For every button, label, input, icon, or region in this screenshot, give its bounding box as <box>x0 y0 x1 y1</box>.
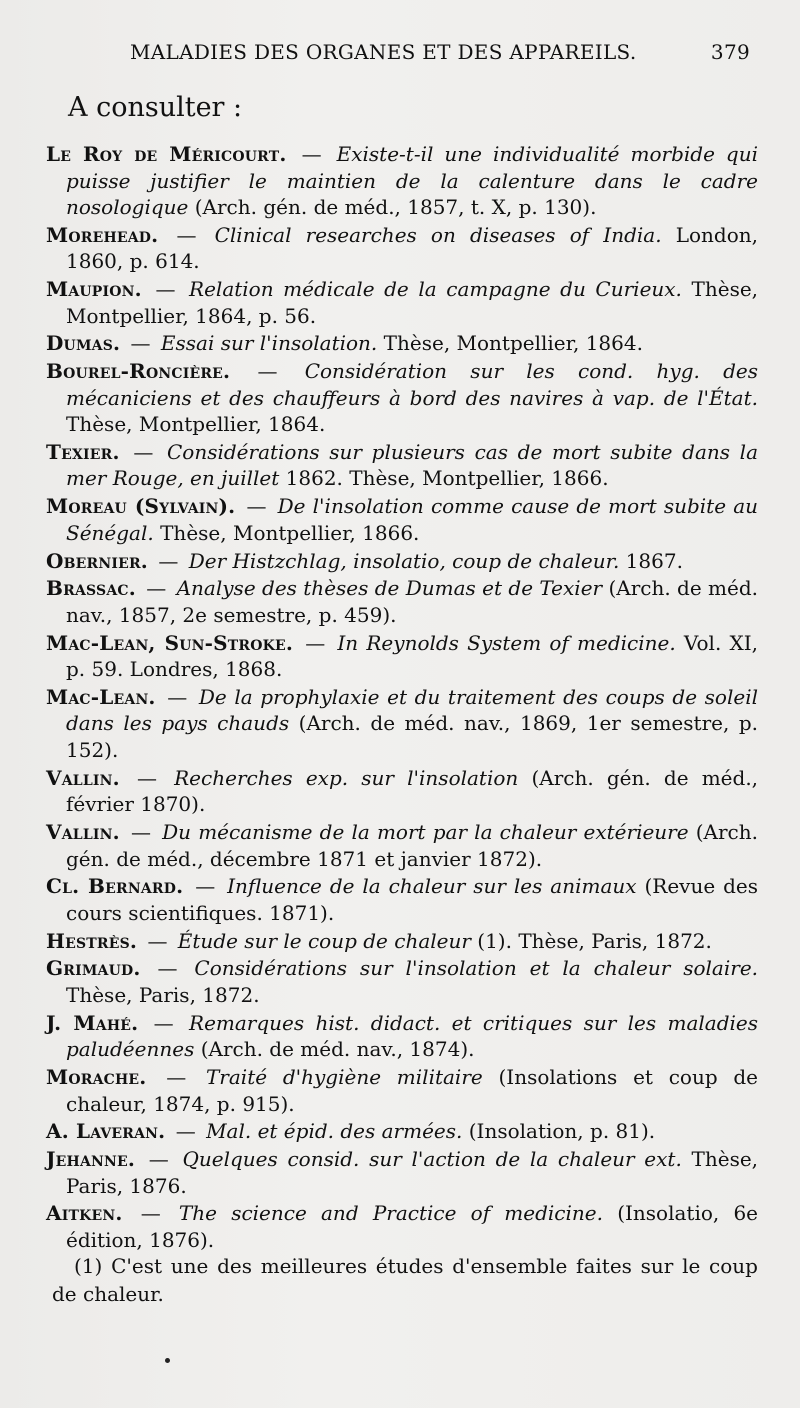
footnote: (1) C'est une des meilleures études d'ensemble faites sur le coup de chaleur. <box>52 1254 758 1306</box>
page-number: 379 <box>710 40 750 64</box>
reference-title: Considérations sur plusieurs cas de mort subite dans la mer Rouge, en juillet <box>66 439 758 491</box>
reference-details: (Arch. de méd. nav., 1869, 1er semestre, p. 152). <box>66 711 758 762</box>
reference-author: Hestrès. <box>46 928 138 953</box>
ink-speck <box>165 1358 170 1363</box>
reference-title: Clinical researches on diseases of India. <box>214 222 662 247</box>
reference-title: De la prophylaxie et du traitement des coups de soleil dans les pays chauds <box>66 684 758 736</box>
reference-entry <box>46 575 758 628</box>
reference-title: In Reynolds System of medicine. <box>337 630 676 655</box>
reference-separator: — <box>176 222 197 247</box>
reference-title: Remarques hist. didact. et critiques sur les maladies paludéennes <box>66 1010 759 1062</box>
reference-entry <box>46 1010 758 1063</box>
reference-separator: — <box>167 684 188 709</box>
reference-title: Der Histzchlag, insolatio, coup de chaleur. <box>188 548 620 573</box>
reference-entry <box>46 141 758 221</box>
reference-entry <box>46 222 758 275</box>
reference-details: (Arch. gén. de méd., février 1870). <box>66 765 759 817</box>
reference-details: (Arch. de méd. nav., 1874). <box>200 1037 475 1062</box>
reference-entry <box>46 1200 758 1253</box>
reference-title: The science and Practice of medicine. <box>178 1201 603 1226</box>
reference-author: Grimaud. <box>46 956 141 981</box>
reference-separator: — <box>157 956 178 981</box>
section-heading: A consulter : <box>68 92 243 123</box>
reference-entry <box>46 1064 758 1117</box>
reference-entry <box>46 684 758 764</box>
reference-title: Influence de la chaleur sur les animaux <box>227 874 637 899</box>
reference-separator: — <box>130 331 151 356</box>
reference-separator: — <box>146 576 167 601</box>
reference-author: Bourel-Roncière. <box>46 359 231 384</box>
reference-title: De l'insolation comme cause de mort subite au Sénégal. <box>66 494 759 545</box>
reference-separator: — <box>301 142 322 166</box>
reference-entry <box>46 493 758 546</box>
reference-details: (Revue des cours scientifiques. 1871). <box>66 874 759 925</box>
reference-separator: — <box>140 1201 161 1226</box>
reference-separator: — <box>195 874 216 899</box>
reference-entry <box>46 765 758 818</box>
reference-details: 1867. <box>625 548 683 573</box>
reference-author: Mac-Lean, Sun-Stroke. <box>46 630 294 655</box>
reference-title: Du mécanisme de la mort par la chaleur extérieure <box>162 820 689 845</box>
reference-entry <box>46 548 758 575</box>
reference-details: (Insolations et coup de chaleur, 1874, p. 915). <box>66 1065 759 1116</box>
reference-author: Morehead. <box>46 222 159 247</box>
reference-author: Texier. <box>46 439 120 464</box>
reference-details: (Arch. gén. de méd., décembre 1871 et janvier 1872). <box>66 820 758 871</box>
reference-details: Thèse, Montpellier, 1864. <box>66 412 326 437</box>
running-title: MALADIES DES ORGANES ET DES APPAREILS. <box>130 40 637 64</box>
reference-details: (Insolatio, 6e édition, 1876). <box>66 1201 759 1252</box>
reference-details: Thèse, Montpellier, 1866. <box>160 520 420 545</box>
reference-separator: — <box>148 1147 169 1172</box>
reference-title: Quelques consid. sur l'action de la chaleur ext. <box>182 1147 682 1172</box>
reference-author: A. Laveran. <box>46 1119 166 1144</box>
reference-entry <box>46 330 758 357</box>
reference-details: Thèse, Montpellier, 1864, p. 56. <box>66 277 759 328</box>
reference-author: Mac-Lean. <box>46 684 156 709</box>
reference-separator: — <box>175 1119 196 1144</box>
reference-title: Essai sur l'insolation. <box>160 331 378 356</box>
reference-author: Aitken. <box>46 1201 123 1226</box>
reference-author: J. Mahé. <box>46 1010 139 1035</box>
reference-separator: — <box>130 820 151 845</box>
reference-details: Thèse, Montpellier, 1864. <box>383 331 643 356</box>
reference-title: Étude sur le coup de chaleur <box>177 928 471 953</box>
reference-author: Morache. <box>46 1065 147 1090</box>
reference-entry <box>46 873 758 926</box>
reference-details: Thèse, Paris, 1876. <box>66 1147 759 1198</box>
reference-author: Vallin. <box>46 765 120 790</box>
reference-details: Thèse, Paris, 1872. <box>66 982 260 1007</box>
reference-separator: — <box>158 548 179 573</box>
reference-details: 1862. Thèse, Montpellier, 1866. <box>285 466 609 491</box>
reference-author: Brassac. <box>46 576 136 601</box>
reference-entry <box>46 819 758 872</box>
reference-entry <box>46 928 758 955</box>
reference-details: (Arch. gén. de méd., 1857, t. X, p. 130). <box>194 195 597 219</box>
reference-entry <box>46 630 758 683</box>
reference-separator: — <box>166 1065 187 1090</box>
reference-title: Relation médicale de la campagne du Curieux. <box>189 277 682 302</box>
running-header <box>130 40 750 64</box>
reference-author: Maupion. <box>46 277 142 302</box>
reference-details: (1). Thèse, Paris, 1872. <box>477 928 712 953</box>
reference-author: Moreau (Sylvain). <box>46 494 236 519</box>
reference-separator: — <box>136 765 157 790</box>
reference-author: Jehanne. <box>46 1147 136 1172</box>
reference-entry <box>46 276 758 329</box>
reference-entry <box>46 1146 758 1199</box>
reference-details: London, 1860, p. 614. <box>66 222 758 274</box>
reference-entry <box>46 1118 758 1145</box>
reference-separator: — <box>155 277 176 302</box>
reference-title: Considération sur les cond. hyg. des mécaniciens et des chauffeurs à bord des navires à vap. de l'État. <box>66 359 758 410</box>
reference-separator: — <box>257 359 278 384</box>
reference-author: Vallin. <box>46 820 120 845</box>
reference-title: Existe-t-il une individualité morbide qui puisse justifier le maintien de la calenture dans le cadre nosologique <box>66 142 759 219</box>
reference-separator: — <box>147 928 168 953</box>
reference-title: Analyse des thèses de Dumas et de Texier <box>176 576 603 601</box>
reference-author: Dumas. <box>46 331 121 356</box>
reference-separator: — <box>305 630 326 655</box>
reference-author: Le Roy de Méricourt. <box>46 142 287 166</box>
reference-details: (Arch. de méd. nav., 1857, 2e semestre, p. 459). <box>66 576 759 627</box>
reference-separator: — <box>133 439 154 464</box>
reference-entry <box>46 439 758 492</box>
reference-separator: — <box>153 1010 174 1035</box>
reference-details: Vol. XI, p. 59. Londres, 1868. <box>66 630 758 682</box>
reference-title: Recherches exp. sur l'insolation <box>174 765 519 790</box>
reference-title: Considérations sur l'insolation et la chaleur solaire. <box>194 956 759 981</box>
reference-entry <box>46 955 758 1008</box>
reference-entry <box>46 358 758 438</box>
reference-title: Mal. et épid. des armées. <box>206 1119 463 1144</box>
reference-separator: — <box>246 494 267 519</box>
reference-details: (Insolation, p. 81). <box>468 1119 656 1144</box>
reference-author: Cl. Bernard. <box>46 874 184 899</box>
reference-list <box>46 141 758 1255</box>
reference-author: Obernier. <box>46 548 148 573</box>
reference-title: Traité d'hygiène militaire <box>205 1065 483 1090</box>
